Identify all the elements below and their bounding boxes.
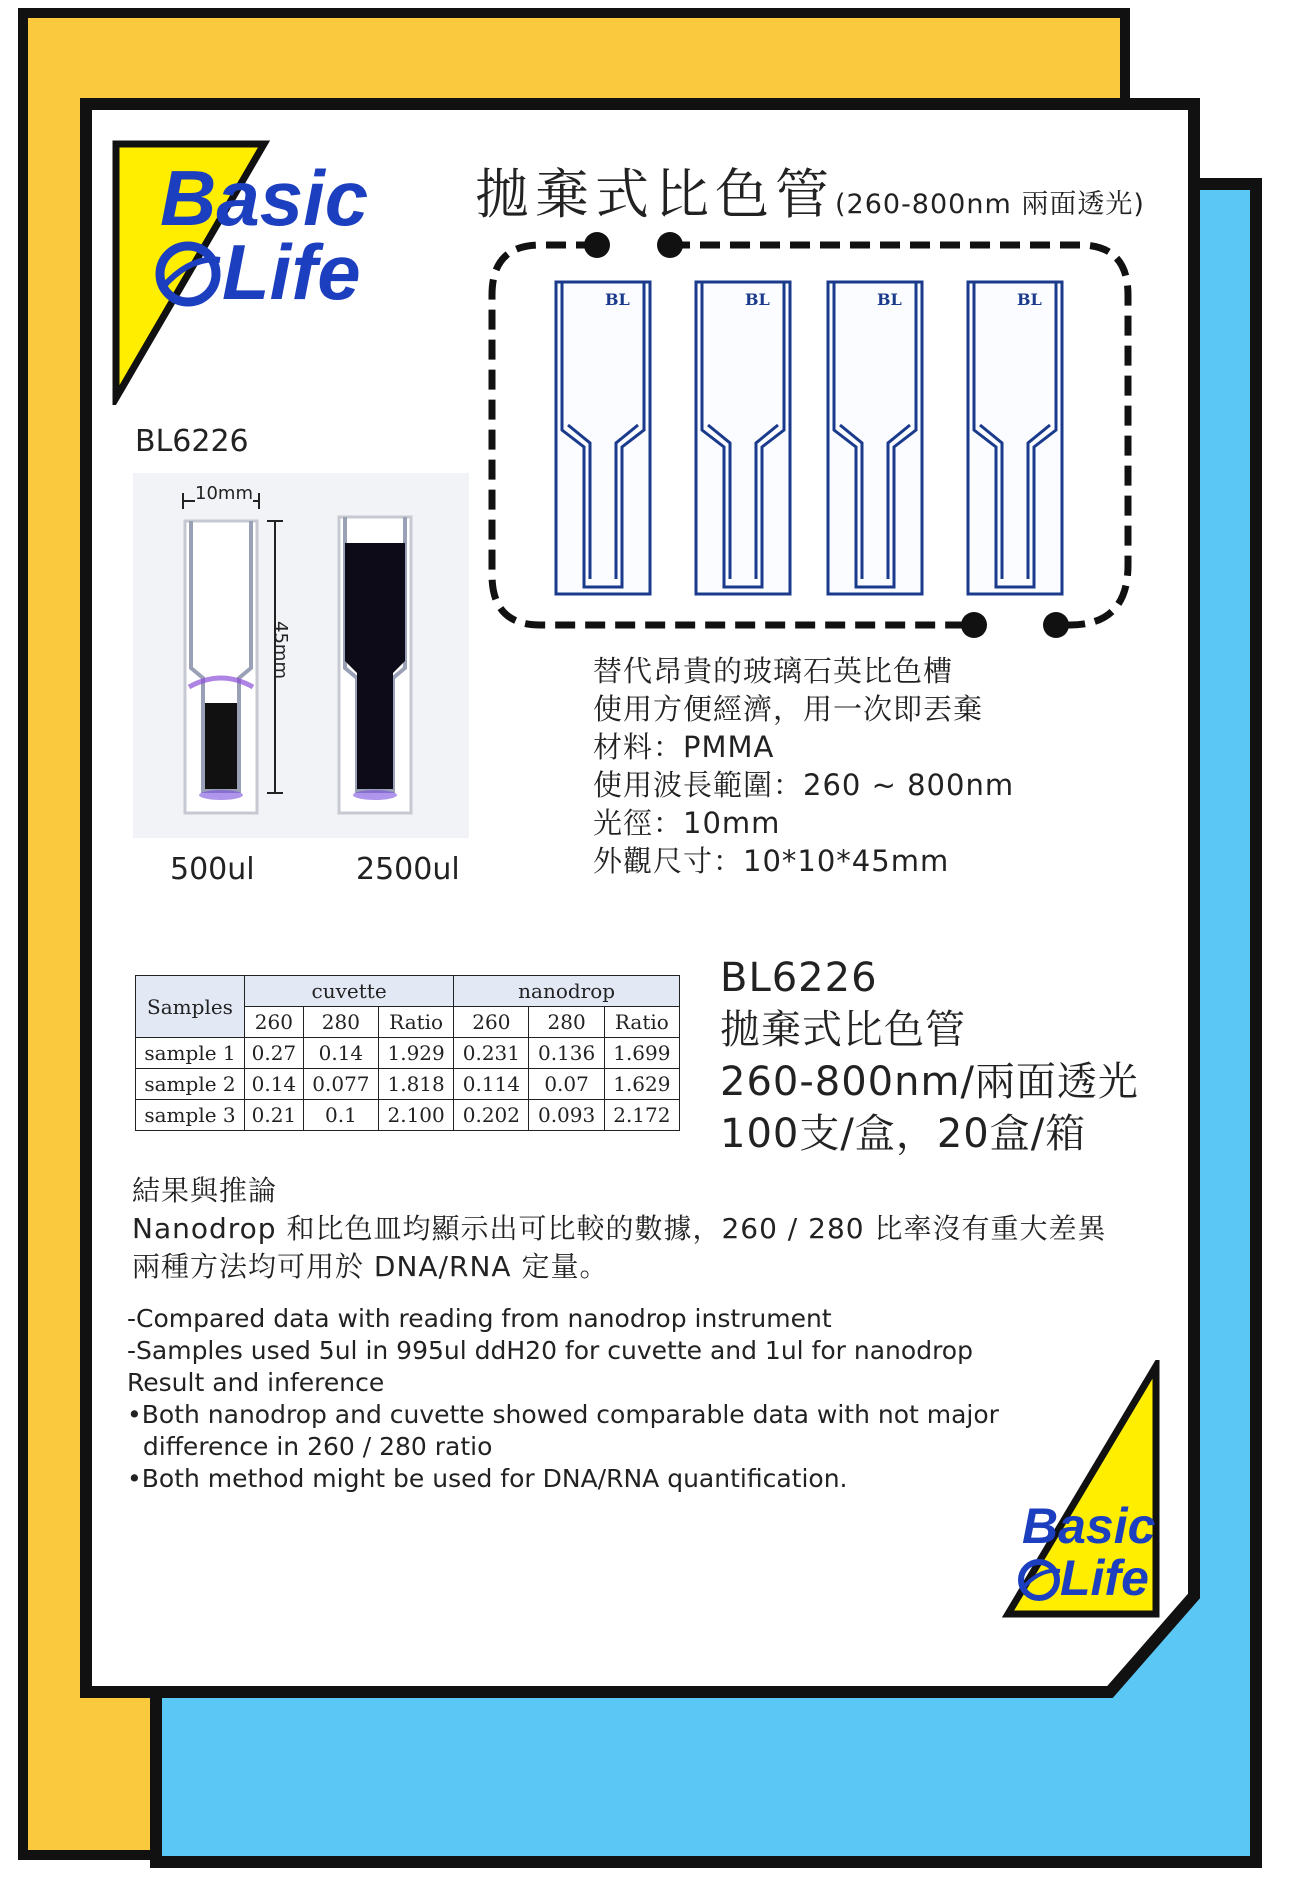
table-group-cuvette: cuvette <box>245 976 454 1007</box>
table-column-header: Ratio <box>379 1007 454 1038</box>
table-cell: 0.21 <box>245 1100 304 1131</box>
table-cell: 0.136 <box>529 1038 604 1069</box>
result-line: 兩種方法均可用於 DNA/RNA 定量。 <box>132 1250 609 1283</box>
volume-label-2500: 2500ul <box>356 852 460 887</box>
comparison-table <box>135 975 680 1131</box>
product-name: 拋棄式比色管 <box>720 1007 966 1053</box>
product-range: 260-800nm/兩面透光 <box>720 1059 1139 1105</box>
cuvette-photo-drawing <box>133 473 469 838</box>
table-cell: 1.929 <box>379 1038 454 1069</box>
cuvette-mark-4: BL <box>1017 290 1042 309</box>
table-column-header: Ratio <box>604 1007 679 1038</box>
spec-line: 替代昂貴的玻璃石英比色槽 <box>593 654 954 688</box>
table-column-header: 260 <box>245 1007 304 1038</box>
note-line: •Both method might be used for DNA/RNA quantification. <box>127 1464 848 1493</box>
title-subtitle: (260-800nm 兩面透光) <box>835 189 1145 220</box>
spec-line: 材料：PMMA <box>593 730 775 764</box>
table-column-header: 280 <box>303 1007 378 1038</box>
table-column-header: 260 <box>454 1007 529 1038</box>
cuvette-diagram <box>480 225 1140 645</box>
spec-line: 使用波長範圍：260 ~ 800nm <box>593 768 1015 802</box>
cuvette-mark-1: BL <box>605 290 630 309</box>
cuvette-mark-3: BL <box>877 290 902 309</box>
logo-text-basic: Basic <box>1022 1498 1156 1554</box>
result-line: Nanodrop 和比色皿均顯示出可比較的數據，260 / 280 比率沒有重大差異 <box>132 1212 1107 1245</box>
spec-list <box>593 652 1014 880</box>
table-cell: 2.172 <box>604 1100 679 1131</box>
height-dimension-label: 45mm <box>270 621 291 679</box>
globe-icon <box>150 238 228 310</box>
spec-line: 外觀尺寸：10*10*45mm <box>593 844 950 878</box>
table-cell: 0.14 <box>245 1069 304 1100</box>
note-line: -Compared data with reading from nanodrop instrument <box>127 1304 832 1333</box>
width-dimension-label: 10mm <box>195 483 253 504</box>
cuvette-photo <box>133 473 469 838</box>
note-line: -Samples used 5ul in 995ul ddH20 for cuvette and 1ul for nanodrop <box>127 1336 973 1365</box>
note-line: difference in 260 / 280 ratio <box>127 1432 493 1461</box>
table-cell: 0.14 <box>303 1038 378 1069</box>
table-row-name: sample 1 <box>136 1038 245 1069</box>
note-line: Result and inference <box>127 1368 385 1397</box>
logo-text-basic: Basic <box>160 154 369 242</box>
table-cell: 2.100 <box>379 1100 454 1131</box>
result-heading: 結果與推論 <box>132 1174 278 1207</box>
table-row-name: sample 3 <box>136 1100 245 1131</box>
table-column-header: 280 <box>529 1007 604 1038</box>
table-cell: 0.202 <box>454 1100 529 1131</box>
product-info <box>720 952 1139 1160</box>
table-cell: 0.07 <box>529 1069 604 1100</box>
page-title <box>475 152 1145 229</box>
result-chinese <box>132 1172 1106 1286</box>
table-row <box>136 1100 680 1131</box>
table-cell: 0.093 <box>529 1100 604 1131</box>
table-header-samples: Samples <box>136 976 245 1038</box>
globe-icon <box>1014 1556 1064 1604</box>
note-line: •Both nanodrop and cuvette showed comparable data with not major <box>127 1400 999 1429</box>
table-cell: 0.077 <box>303 1069 378 1100</box>
logo-text-life: Life <box>1060 1550 1149 1606</box>
table-cell: 1.629 <box>604 1069 679 1100</box>
product-packing: 100支/盒，20盒/箱 <box>720 1111 1087 1157</box>
table-cell: 0.231 <box>454 1038 529 1069</box>
table-cell: 1.818 <box>379 1069 454 1100</box>
table-group-nanodrop: nanodrop <box>454 976 680 1007</box>
spec-line: 光徑：10mm <box>593 806 781 840</box>
product-code: BL6226 <box>720 955 878 1001</box>
table-row-name: sample 2 <box>136 1069 245 1100</box>
cuvette-mark-2: BL <box>745 290 770 309</box>
title-main: 拋棄式比色管 <box>475 163 835 226</box>
table-cell: 0.114 <box>454 1069 529 1100</box>
volume-label-500: 500ul <box>170 852 255 887</box>
notes-english <box>127 1303 999 1495</box>
table-cell: 0.1 <box>303 1100 378 1131</box>
model-number: BL6226 <box>135 424 249 459</box>
logo-text-life: Life <box>222 228 361 316</box>
table-cell: 0.27 <box>245 1038 304 1069</box>
table-row <box>136 1038 680 1069</box>
table-cell: 1.699 <box>604 1038 679 1069</box>
table-row <box>136 1069 680 1100</box>
spec-line: 使用方便經濟，用一次即丟棄 <box>593 692 984 726</box>
